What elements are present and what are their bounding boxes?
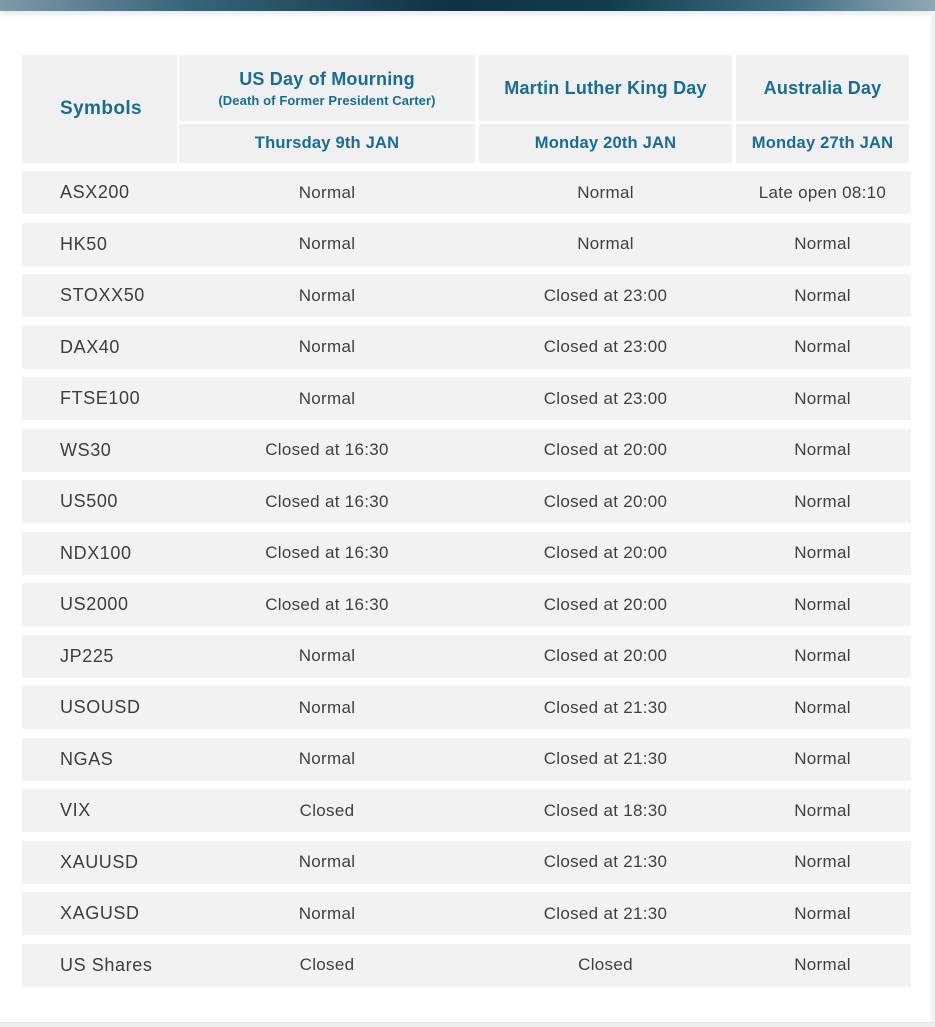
cell-australia-day: Late open 08:10 — [758, 182, 887, 202]
cell-martin-luther-king-day: Closed at 20:00 — [543, 543, 668, 562]
holiday-title-cell — [179, 55, 475, 121]
table-row — [22, 944, 911, 987]
row-symbol: VIX — [60, 800, 91, 820]
cell-australia-day: Normal — [794, 749, 851, 768]
cell-australia-day: Normal — [794, 955, 851, 974]
table-row — [22, 274, 911, 317]
cell-martin-luther-king-day: Normal — [577, 182, 634, 202]
table-header — [22, 55, 911, 163]
row-symbol: NDX100 — [60, 542, 132, 563]
cell-us-day-of-mourning: Closed — [299, 955, 355, 974]
cell-martin-luther-king-day: Closed at 20:00 — [543, 594, 668, 614]
row-symbol: USOUSD — [60, 697, 141, 717]
cell-us-day-of-mourning: Normal — [298, 388, 356, 408]
table-row — [22, 377, 911, 420]
cell-us-day-of-mourning: Closed — [299, 800, 355, 820]
cell-martin-luther-king-day: Closed at 20:00 — [543, 440, 668, 459]
holiday-title-cell — [736, 55, 909, 121]
cell-martin-luther-king-day: Closed at 23:00 — [543, 285, 668, 305]
header-column-martin-luther-king-day — [477, 55, 734, 163]
cell-australia-day: Normal — [794, 646, 851, 665]
cell-martin-luther-king-day: Closed at 20:00 — [543, 491, 668, 511]
table-row — [22, 635, 911, 678]
table-row — [22, 480, 911, 523]
cell-us-day-of-mourning: Normal — [298, 337, 356, 356]
cell-martin-luther-king-day: Closed — [578, 955, 633, 974]
cell-us-day-of-mourning: Closed at 16:30 — [265, 543, 389, 562]
table-row — [22, 789, 911, 832]
table-row — [22, 686, 911, 729]
holiday-date-cell: Monday 27th JAN — [736, 124, 909, 163]
cell-us-day-of-mourning: Normal — [298, 646, 356, 665]
table-row — [22, 171, 911, 214]
cell-australia-day: Normal — [794, 852, 851, 871]
cell-australia-day: Normal — [794, 388, 851, 408]
table-row — [22, 892, 911, 935]
table-row — [22, 223, 911, 266]
cell-australia-day: Normal — [794, 234, 851, 253]
row-symbol: DAX40 — [60, 336, 121, 357]
cell-us-day-of-mourning: Normal — [298, 749, 356, 768]
cell-us-day-of-mourning: Normal — [298, 234, 356, 253]
header-column-australia-day — [734, 55, 911, 163]
cell-australia-day: Normal — [794, 337, 851, 356]
row-symbol: XAUUSD — [60, 851, 139, 872]
holiday-subtitle: (Death of Former President Carter) — [218, 92, 436, 108]
table-body — [22, 171, 911, 987]
cell-martin-luther-king-day: Closed at 23:00 — [543, 388, 668, 408]
cell-australia-day: Normal — [794, 697, 851, 717]
cell-martin-luther-king-day: Closed at 21:30 — [543, 903, 668, 923]
cell-us-day-of-mourning: Closed at 16:30 — [265, 594, 389, 614]
cell-martin-luther-king-day: Closed at 21:30 — [543, 749, 668, 768]
table-row — [22, 583, 911, 626]
holiday-title-cell — [479, 55, 732, 121]
row-symbol: US2000 — [60, 594, 129, 614]
cell-martin-luther-king-day: Closed at 21:30 — [543, 697, 668, 717]
holiday-date-cell: Monday 20th JAN — [479, 124, 732, 163]
row-symbol: ASX200 — [60, 182, 130, 202]
cell-us-day-of-mourning: Normal — [298, 182, 356, 202]
cell-martin-luther-king-day: Closed at 23:00 — [543, 337, 668, 356]
right-edge-strip — [931, 11, 935, 1022]
row-symbol: HK50 — [60, 233, 108, 254]
holiday-title: Martin Luther King Day — [504, 77, 707, 98]
table-row — [22, 429, 911, 472]
row-symbol: US500 — [60, 491, 119, 511]
row-symbol: JP225 — [60, 645, 115, 666]
cell-us-day-of-mourning: Normal — [298, 697, 356, 717]
holiday-title: Australia Day — [763, 77, 882, 98]
cell-australia-day: Normal — [794, 491, 851, 511]
top-gradient-bar — [0, 0, 935, 11]
bottom-strip — [0, 1022, 935, 1027]
cell-us-day-of-mourning: Normal — [298, 285, 356, 305]
row-symbol: US Shares — [60, 954, 153, 975]
cell-australia-day: Normal — [794, 543, 851, 562]
table-row — [22, 841, 911, 884]
table-row — [22, 326, 911, 369]
row-symbol: STOXX50 — [60, 285, 145, 305]
row-symbol: XAGUSD — [60, 903, 140, 923]
cell-martin-luther-king-day: Normal — [577, 234, 634, 253]
cell-australia-day: Normal — [794, 285, 851, 305]
cell-australia-day: Normal — [794, 903, 851, 923]
header-column-us-day-of-mourning — [177, 55, 477, 163]
cell-australia-day: Normal — [794, 440, 851, 459]
holiday-trading-hours-table — [22, 55, 911, 987]
table-row — [22, 738, 911, 781]
cell-martin-luther-king-day: Closed at 20:00 — [543, 646, 668, 665]
symbols-header-cell: Symbols — [22, 55, 177, 163]
row-symbol: WS30 — [60, 439, 112, 460]
table-row — [22, 532, 911, 575]
row-symbol: NGAS — [60, 748, 114, 769]
cell-us-day-of-mourning: Normal — [298, 852, 356, 871]
row-symbol: FTSE100 — [60, 388, 141, 408]
cell-us-day-of-mourning: Normal — [298, 903, 356, 923]
cell-martin-luther-king-day: Closed at 21:30 — [543, 852, 668, 871]
cell-australia-day: Normal — [794, 800, 851, 820]
holiday-title: US Day of Mourning — [239, 68, 415, 89]
cell-martin-luther-king-day: Closed at 18:30 — [543, 800, 668, 820]
cell-australia-day: Normal — [794, 594, 851, 614]
holiday-date-cell: Thursday 9th JAN — [179, 124, 475, 163]
cell-us-day-of-mourning: Closed at 16:30 — [265, 440, 389, 459]
cell-us-day-of-mourning: Closed at 16:30 — [265, 491, 389, 511]
